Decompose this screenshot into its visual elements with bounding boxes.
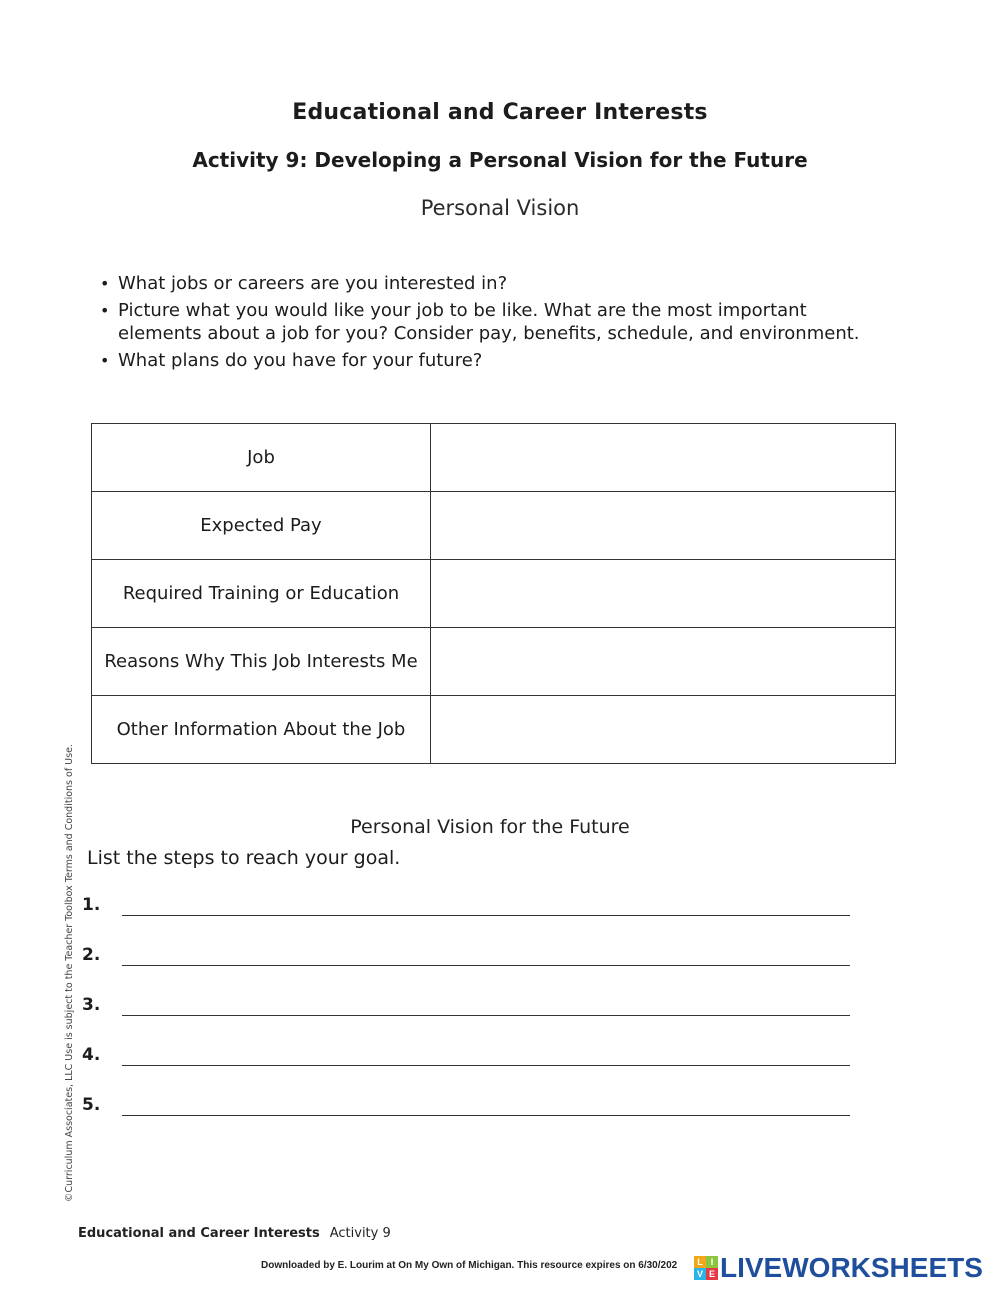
- step-number: 2.: [82, 945, 101, 965]
- list-item: [98, 299, 888, 345]
- question-text: Picture what you would like your job to be like. What are the most important elements about a job for you? Consider pay, benefits, schedule, and environment.: [118, 300, 860, 344]
- copyright-note: ©Curriculum Associates, LLC Use is subject to the Teacher Toolbox Terms and Conditions of Use.: [64, 744, 75, 1202]
- logo-letter: E: [706, 1268, 718, 1280]
- logo-letter: V: [694, 1268, 706, 1280]
- answer-field-job[interactable]: [431, 424, 896, 492]
- step-answer-line-2[interactable]: [122, 965, 850, 966]
- vision-heading: Personal Vision for the Future: [350, 816, 630, 838]
- table-row: [92, 424, 896, 492]
- step-number: 5.: [82, 1095, 101, 1115]
- job-info-table: [91, 423, 896, 764]
- step-row-3: [82, 995, 862, 1019]
- list-item: [98, 272, 888, 295]
- download-note: Downloaded by E. Lourim at On My Own of Michigan. This resource expires on 6/30/202: [261, 1260, 678, 1271]
- section-heading: Personal Vision: [420, 196, 580, 220]
- step-answer-line-1[interactable]: [122, 915, 850, 916]
- answer-field-training[interactable]: [431, 560, 896, 628]
- question-text: What jobs or careers are you interested in?: [118, 273, 508, 294]
- bullet-icon: •: [100, 301, 110, 320]
- logo-letter: L: [694, 1256, 706, 1268]
- step-answer-line-3[interactable]: [122, 1015, 850, 1016]
- logo-text: LIVEWORKSHEETS: [720, 1252, 983, 1283]
- table-row: [92, 628, 896, 696]
- step-answer-line-4[interactable]: [122, 1065, 850, 1066]
- answer-field-other-info[interactable]: [431, 696, 896, 764]
- logo-letter: I: [706, 1256, 718, 1268]
- question-list: [98, 272, 888, 376]
- liveworksheets-logo: [694, 1254, 983, 1282]
- step-number: 1.: [82, 895, 101, 915]
- step-answer-line-5[interactable]: [122, 1115, 850, 1116]
- footer-section: Educational and Career Interests: [78, 1226, 320, 1241]
- answer-field-reasons[interactable]: [431, 628, 896, 696]
- steps-instruction: List the steps to reach your goal.: [87, 847, 401, 869]
- row-label-reasons: Reasons Why This Job Interests Me: [92, 628, 431, 696]
- step-number: 3.: [82, 995, 101, 1015]
- step-row-5: [82, 1095, 862, 1119]
- step-number: 4.: [82, 1045, 101, 1065]
- page-footer: [78, 1226, 391, 1241]
- page-title: Educational and Career Interests: [292, 100, 708, 125]
- row-label-other-info: Other Information About the Job: [92, 696, 431, 764]
- question-text: What plans do you have for your future?: [118, 350, 483, 371]
- list-item: [98, 349, 888, 372]
- answer-field-expected-pay[interactable]: [431, 492, 896, 560]
- step-row-4: [82, 1045, 862, 1069]
- footer-activity: Activity 9: [329, 1226, 391, 1241]
- row-label-job: Job: [92, 424, 431, 492]
- table-row: [92, 492, 896, 560]
- logo-badge-icon: [694, 1256, 718, 1280]
- activity-subtitle: Activity 9: Developing a Personal Vision for the Future: [192, 148, 808, 172]
- step-row-1: [82, 895, 862, 919]
- bullet-icon: •: [100, 274, 110, 293]
- step-row-2: [82, 945, 862, 969]
- table-row: [92, 560, 896, 628]
- table-row: [92, 696, 896, 764]
- row-label-training: Required Training or Education: [92, 560, 431, 628]
- row-label-expected-pay: Expected Pay: [92, 492, 431, 560]
- bullet-icon: •: [100, 351, 110, 370]
